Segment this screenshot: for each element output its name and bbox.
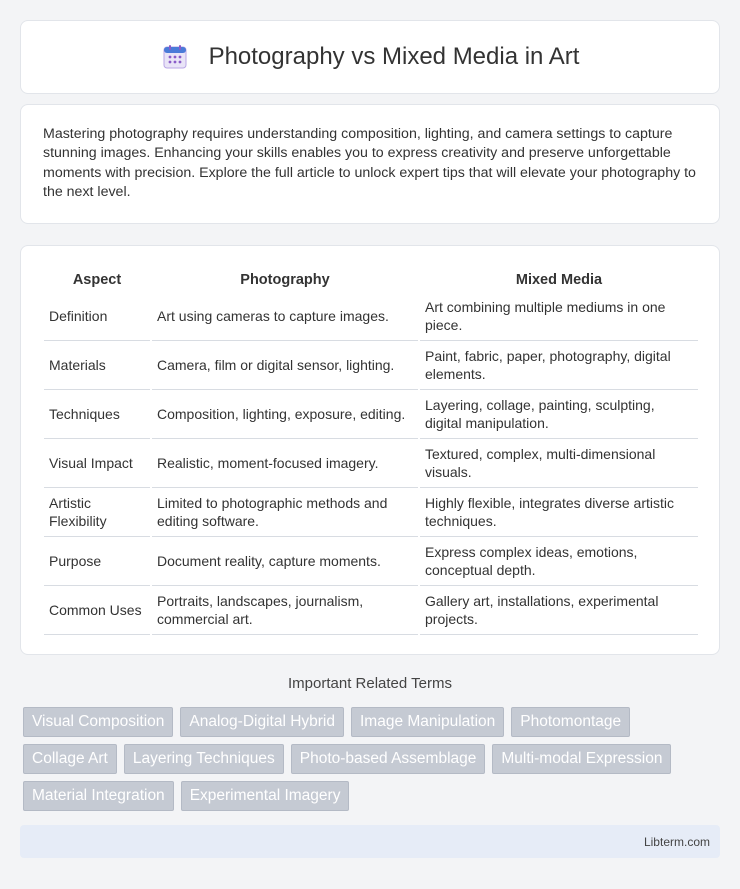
header-aspect: Aspect (72, 272, 122, 288)
header-mixed-media: Mixed Media (515, 272, 603, 288)
tag-analog-digital-hybrid[interactable]: Analog-Digital Hybrid (180, 707, 344, 737)
table-header-row (44, 266, 698, 292)
cell-photography: Camera, film or digital sensor, lighting. (152, 341, 418, 390)
tag-visual-composition[interactable]: Visual Composition (23, 707, 173, 737)
cell-aspect: Definition (44, 292, 150, 341)
cell-aspect: Artistic Flexibility (44, 488, 150, 537)
table-row (44, 439, 698, 488)
cell-mixed-media: Paint, fabric, paper, photography, digital elements. (420, 341, 698, 390)
cell-mixed-media: Art combining multiple mediums in one piece. (420, 292, 698, 341)
table-row (44, 390, 698, 439)
cell-aspect: Common Uses (44, 586, 150, 635)
table-row (44, 341, 698, 390)
tag-image-manipulation[interactable]: Image Manipulation (351, 707, 504, 737)
header-card (20, 20, 720, 94)
cell-photography: Art using cameras to capture images. (152, 292, 418, 341)
cell-mixed-media: Layering, collage, painting, sculpting, digital manipulation. (420, 390, 698, 439)
table-row (44, 537, 698, 586)
cell-mixed-media: Highly flexible, integrates diverse artistic techniques. (420, 488, 698, 537)
tag-photo-based-assemblage[interactable]: Photo-based Assemblage (291, 744, 486, 774)
footer (20, 825, 720, 858)
cell-aspect: Techniques (44, 390, 150, 439)
cell-photography: Document reality, capture moments. (152, 537, 418, 586)
tag-experimental-imagery[interactable]: Experimental Imagery (181, 781, 350, 811)
cell-mixed-media: Textured, complex, multi-dimensional visuals. (420, 439, 698, 488)
comparison-table-card (20, 245, 720, 655)
tag-collage-art[interactable]: Collage Art (23, 744, 117, 774)
cell-mixed-media: Express complex ideas, emotions, conceptual depth. (420, 537, 698, 586)
tag-material-integration[interactable]: Material Integration (23, 781, 174, 811)
intro-text: Mastering photography requires understanding composition, lighting, and camera settings to capture stunning images. Enhancing your skills enables you to express creativity and preserve unforgettable moments with precision. Explore the full article to unlock expert tips that will elevate your photography to the next level. (43, 126, 696, 201)
cell-mixed-media: Gallery art, installations, experimental projects. (420, 586, 698, 635)
cell-photography: Realistic, moment-focused imagery. (152, 439, 418, 488)
table-row (44, 292, 698, 341)
tag-layering-techniques[interactable]: Layering Techniques (124, 744, 284, 774)
cell-aspect: Purpose (44, 537, 150, 586)
cell-photography: Limited to photographic methods and editing software. (152, 488, 418, 537)
comparison-table (42, 266, 700, 635)
cell-photography: Composition, lighting, exposure, editing. (152, 390, 418, 439)
footer-site-link[interactable]: Libterm.com (643, 834, 710, 849)
tag-multi-modal-expression[interactable]: Multi-modal Expression (492, 744, 671, 774)
related-terms-list (23, 707, 713, 811)
tag-photomontage[interactable]: Photomontage (511, 707, 630, 737)
page-title: Photography vs Mixed Media in Art (208, 43, 580, 70)
cell-aspect: Materials (44, 341, 150, 390)
related-terms-title: Important Related Terms (288, 675, 452, 692)
cell-aspect: Visual Impact (44, 439, 150, 488)
calendar-icon (161, 43, 189, 71)
table-row (44, 488, 698, 537)
table-row (44, 586, 698, 635)
header-photography: Photography (240, 272, 330, 288)
intro-card (20, 104, 720, 224)
cell-photography: Portraits, landscapes, journalism, commercial art. (152, 586, 418, 635)
